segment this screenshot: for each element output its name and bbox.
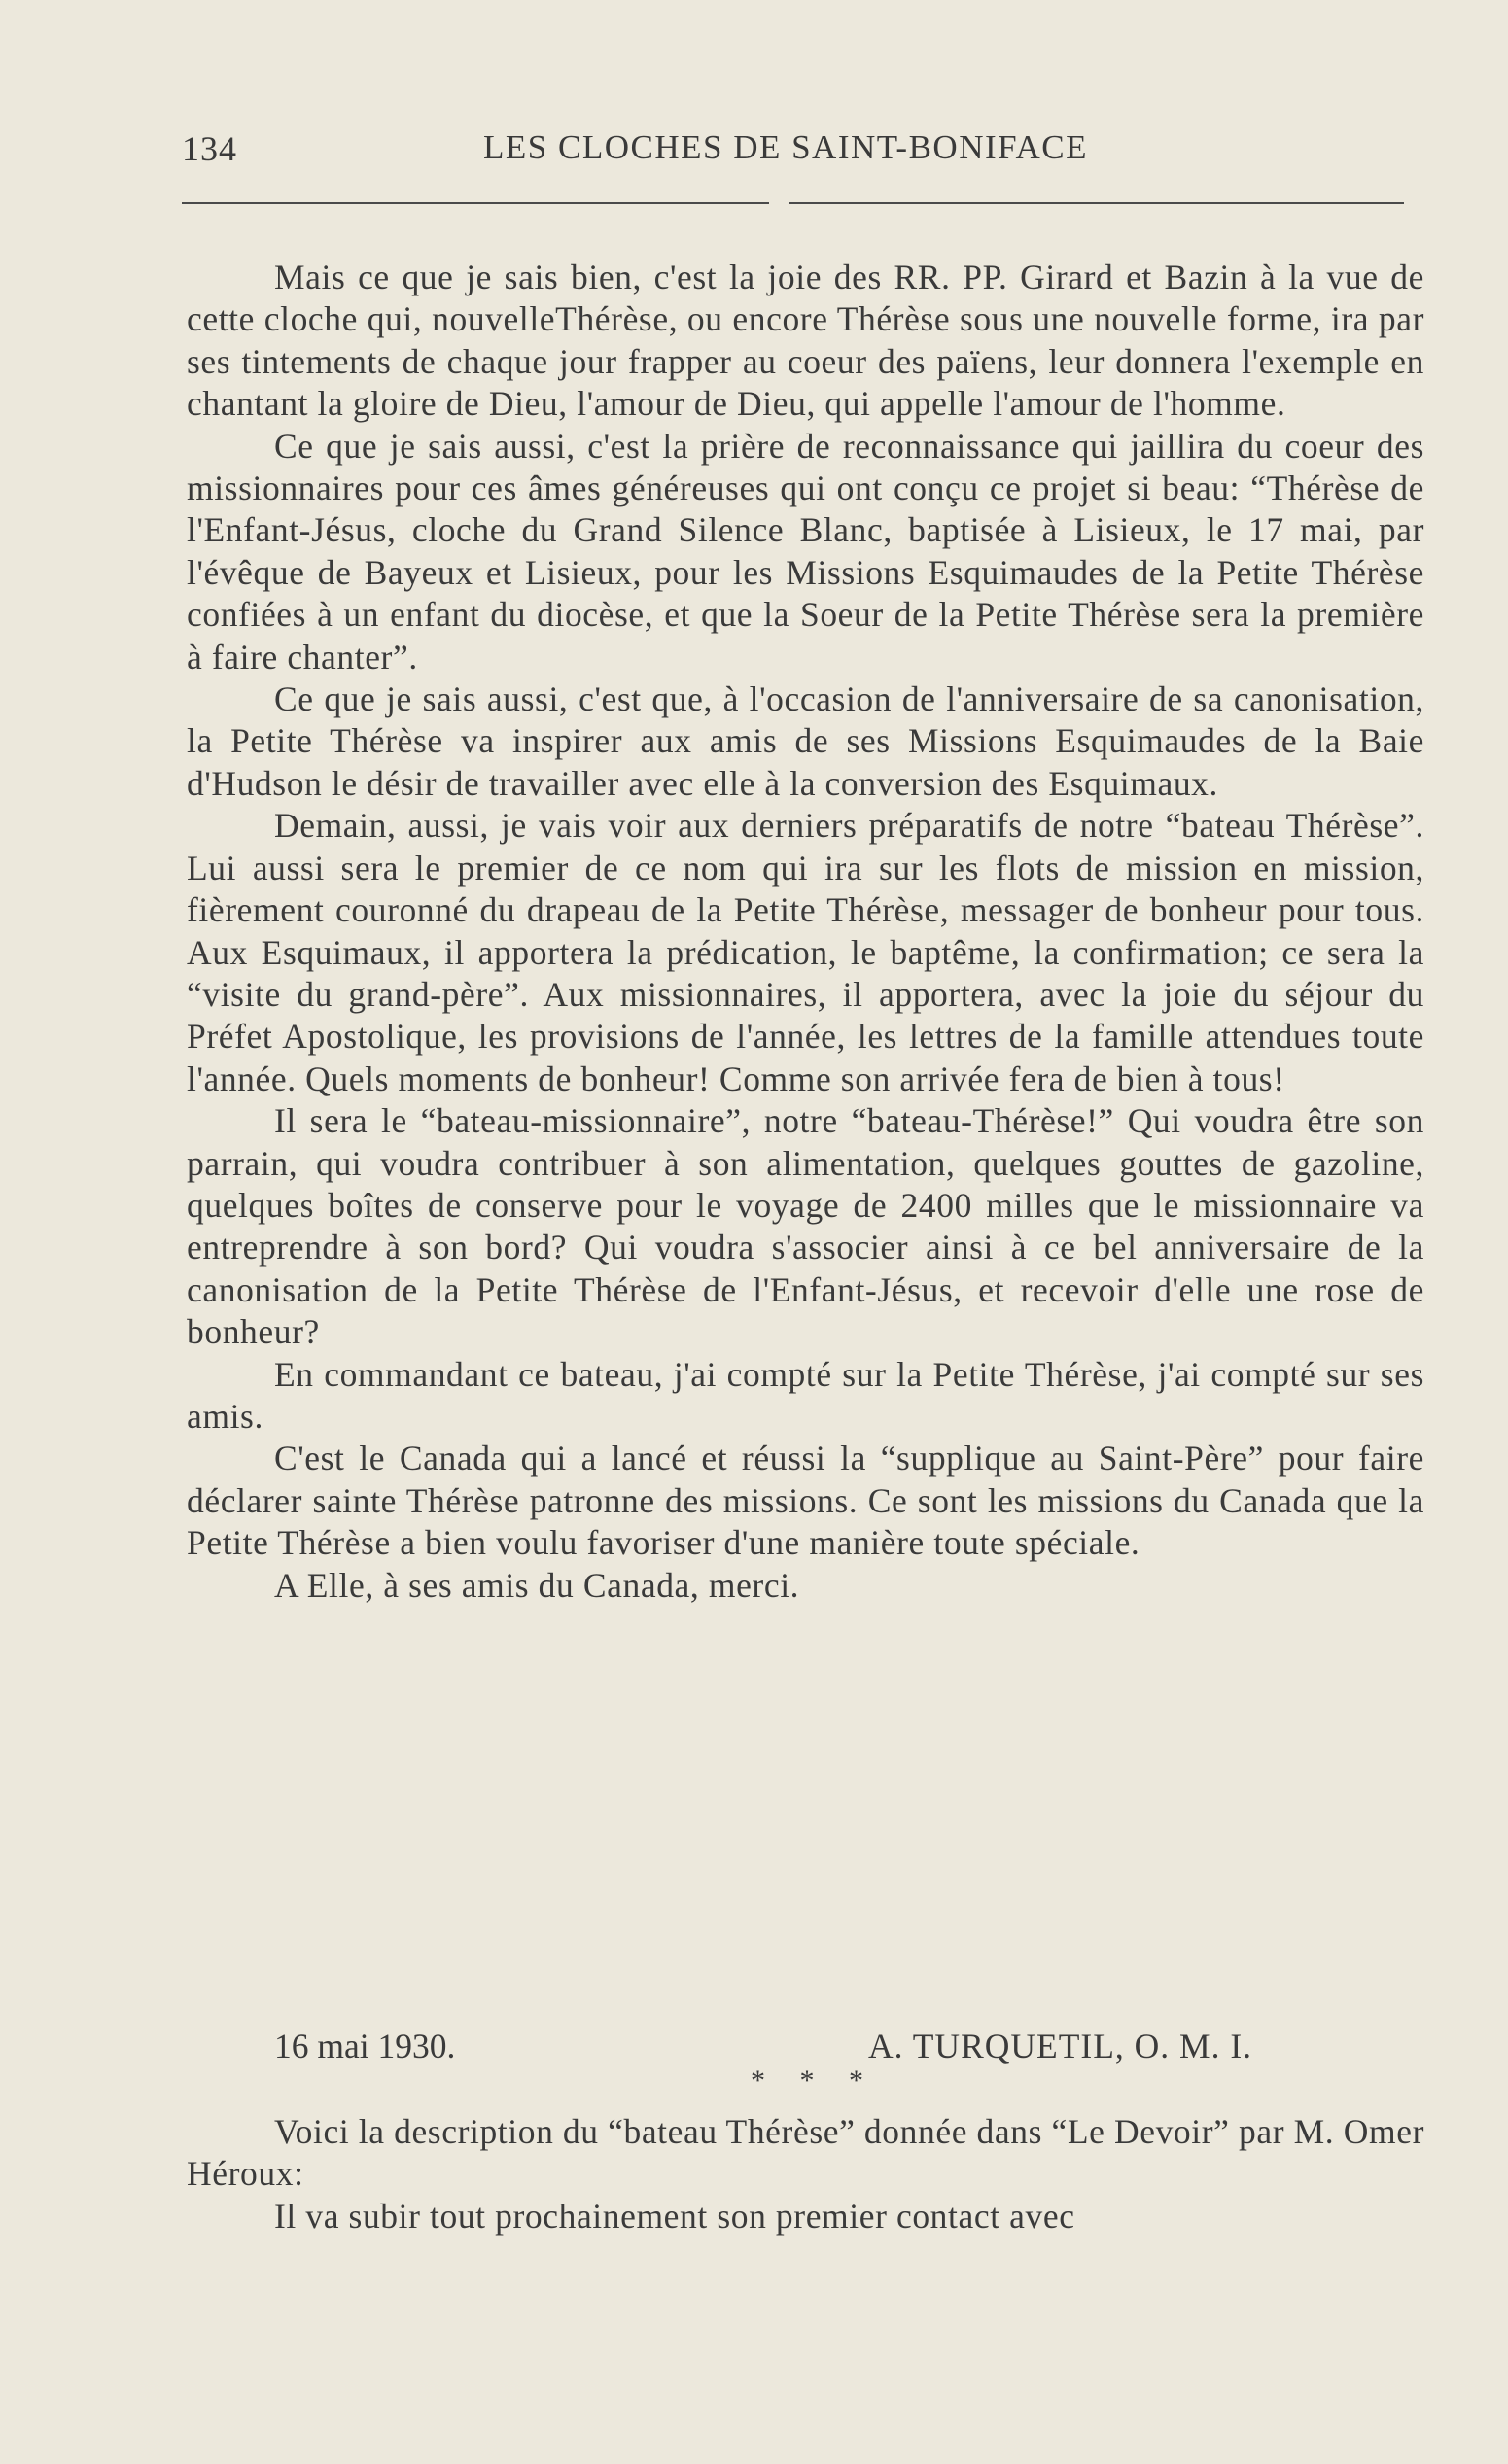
header-rule-left — [182, 202, 769, 204]
page-number: 134 — [182, 129, 237, 168]
page-header — [182, 128, 1426, 177]
body-text-continued — [187, 2111, 1424, 2238]
paragraph: Il sera le “bateau-missionnaire”, notre “bateau-Thérèse!” Qui voudra être son parrain, qui voudra contribuer à son alimentation, quelques gouttes de gazoline, quelques boîtes de conserve pour le voyage de 2400 milles que le missionnaire va entreprendre à son bord? Qui voudra s'associer ainsi à ce bel anniversaire de la canonisation de la Petite Thérèse de l'Enfant-Jésus, et recevoir d'elle une rose de bonheur? — [187, 1101, 1424, 1352]
paragraph: Il va subir tout prochainement son premier contact avec — [274, 2196, 1075, 2236]
section-separator: * * * — [751, 2065, 877, 2097]
paragraph: En commandant ce bateau, j'ai compté sur la Petite Thérèse, j'ai compté sur ses amis. — [187, 1354, 1424, 1436]
paragraph: C'est le Canada qui a lancé et réussi la “supplique au Saint-Père” pour faire déclarer sainte Thérèse patronne des missions. Ce sont les missions du Canada que la Petite Thérèse a bien voulu favoriser d'une manière toute spéciale. — [187, 1439, 1424, 1563]
running-title: LES CLOCHES DE SAINT-BONIFACE — [483, 128, 1089, 166]
signature-name: A. TURQUETIL, O. M. I. — [868, 2027, 1253, 2065]
paragraph: Voici la description du “bateau Thérèse” donnée dans “Le Devoir” par M. Omer Héroux: — [187, 2112, 1424, 2194]
signature-date: 16 mai 1930. — [274, 2027, 456, 2065]
paragraph: A Elle, à ses amis du Canada, merci. — [274, 1565, 800, 1605]
header-rule-right — [789, 202, 1404, 204]
paragraph: Ce que je sais aussi, c'est que, à l'occasion de l'anniversaire de sa canonisation, la Petite Thérèse va inspirer aux amis de ses Missions Esquimaudes de la Baie d'Hudson le désir de travailler avec elle à la conversion des Esquimaux. — [187, 679, 1424, 803]
paragraph: Demain, aussi, je vais voir aux derniers préparatifs de notre “bateau Thérèse”. Lui aussi sera le premier de ce nom qui ira sur les flots de mission en mission, fièrement couronné du drapeau de la Petite Thérèse, messager de bonheur pour tous. Aux Esquimaux, il apportera la prédication, le baptême, la confirmation; ce sera la “visite du grand-père”. Aux missionnaires, il apportera, avec la joie du séjour du Préfet Apostolique, les provisions de l'année, les lettres de la famille attendues toute l'année. Quels moments de bonheur! Comme son arrivée fera de bien à tous! — [187, 806, 1424, 1098]
signature-line — [187, 2026, 1424, 2068]
body-text — [187, 257, 1424, 1607]
paragraph: Mais ce que je sais bien, c'est la joie des RR. PP. Girard et Bazin à la vue de cette cloche qui, nouvelleThérèse, ou encore Thérèse sous une nouvelle forme, ira par ses tintements de chaque jour frapper au coeur des païens, leur donnera l'exemple en chantant la gloire de Dieu, l'amour de Dieu, qui appelle l'amour de l'homme. — [187, 258, 1424, 424]
paragraph: Ce que je sais aussi, c'est la prière de reconnaissance qui jaillira du coeur des missionnaires pour ces âmes généreuses qui ont conçu ce projet si beau: “Thérèse de l'Enfant-Jésus, cloche du Grand Silence Blanc, baptisée à Lisieux, le 17 mai, par l'évêque de Bayeux et Lisieux, pour les Missions Esquimaudes de la Petite Thérèse confiées à un enfant du diocèse, et que la Soeur de la Petite Thérèse sera la première à faire chanter”. — [187, 426, 1424, 677]
